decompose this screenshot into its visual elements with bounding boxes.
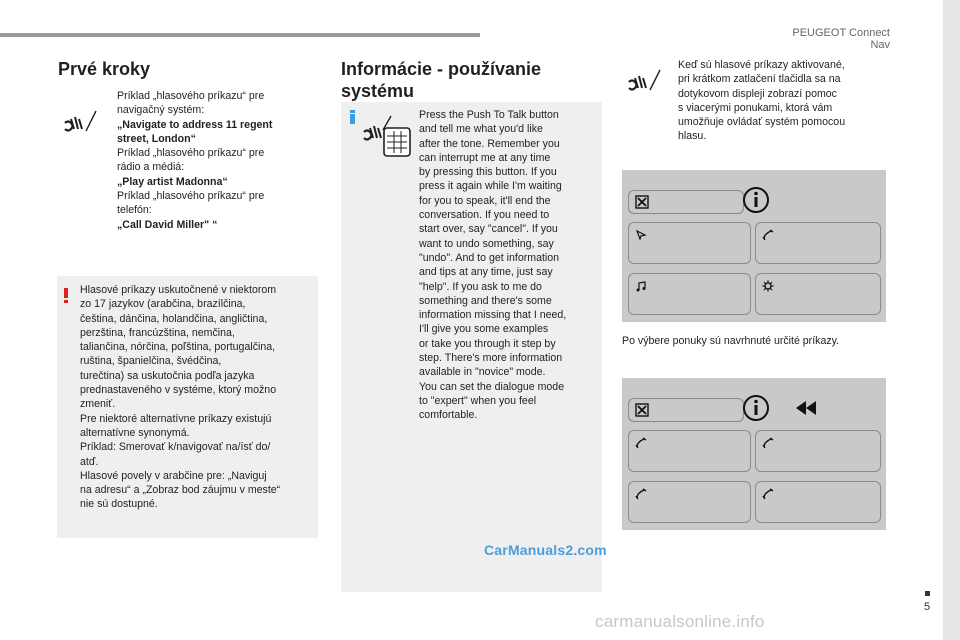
text-line: taliančina, nórčina, poľština, portugalčina, xyxy=(80,341,276,354)
phone-icon xyxy=(762,229,774,241)
text-line: rádio a médiá: xyxy=(117,161,185,174)
section-title-info-line1: Informácie - používanie xyxy=(341,59,542,79)
warning-text xyxy=(80,283,316,512)
text-line: information missing that I need, xyxy=(419,309,567,322)
section-title-info xyxy=(341,58,541,102)
running-header: PEUGEOT Connect Nav xyxy=(792,27,890,51)
settings-button[interactable] xyxy=(755,273,881,315)
phone-icon xyxy=(762,437,774,449)
text-line: dotykovom displeji zobrazí pomoc xyxy=(678,87,837,100)
text-line: telefón: xyxy=(117,204,152,217)
cancel-icon xyxy=(635,403,649,417)
text-line: something and there's some xyxy=(419,294,552,307)
text-line: navigačný systém: xyxy=(117,104,205,117)
text-line: "undo". And to get information xyxy=(419,251,560,264)
text-line: and tell me what you'd like xyxy=(419,123,543,136)
text-line: na adresu“ a „Zobraz bod záujmu v meste“ xyxy=(80,484,281,497)
text-line: „Navigate to address 11 regent xyxy=(117,118,273,131)
text-line: ruština, španielčina, švédčina, xyxy=(80,355,222,368)
cancel-button[interactable] xyxy=(628,190,744,214)
side-strip xyxy=(943,0,960,640)
navigation-button[interactable] xyxy=(628,222,751,264)
text-line: perzština, francúzština, nemčina, xyxy=(80,326,235,339)
watermark: CarManuals2.com xyxy=(484,542,607,558)
music-icon xyxy=(635,280,647,292)
activation-text xyxy=(678,58,888,144)
text-line: atď. xyxy=(80,455,99,468)
header-rule xyxy=(0,33,480,37)
help-screen-main xyxy=(622,170,886,322)
text-line: zo 17 jazykov (arabčina, brazílčina, xyxy=(80,298,246,311)
text-line: zmeniť. xyxy=(80,398,116,411)
info-icon[interactable] xyxy=(742,394,770,422)
text-line: street, London“ xyxy=(117,132,196,145)
text-line: press it again while I'm waiting xyxy=(419,180,562,193)
text-line: Press the Push To Talk button xyxy=(419,109,559,121)
text-line: "help". If you ask to me do xyxy=(419,280,542,293)
command-button-3[interactable] xyxy=(628,481,751,523)
page-bullet xyxy=(925,591,930,596)
text-line: for you to speak, it'll end the xyxy=(419,194,551,207)
phone-icon xyxy=(635,488,647,500)
text-line: or take you through it step by xyxy=(419,337,556,350)
text-line: turečtina) sa uskutočnia podľa jazyka xyxy=(80,369,255,382)
text-line: „Call David Miller" “ xyxy=(117,218,218,231)
text-line: alternatívne synonymá. xyxy=(80,426,190,439)
info-text xyxy=(419,108,599,423)
page-number: 5 xyxy=(924,601,931,613)
text-line: after the tone. Remember you xyxy=(419,137,560,150)
text-line: pri krátkom zatlačení tlačidla sa na xyxy=(678,73,841,86)
text-line: to "expert" when you feel xyxy=(419,394,537,407)
command-button-1[interactable] xyxy=(628,430,751,472)
footer-watermark: carmanualsonline.info xyxy=(595,612,765,631)
text-line: comfortable. xyxy=(419,409,478,422)
cancel-button[interactable] xyxy=(628,398,744,422)
text-line: Príklad „hlasového príkazu“ pre xyxy=(117,147,265,160)
settings-icon xyxy=(762,280,774,292)
text-line: available in "novice" mode. xyxy=(419,366,546,379)
text-line: „Play artist Madonna“ xyxy=(117,175,228,188)
text-line: čeština, dánčina, holandčina, angličtina, xyxy=(80,312,268,325)
help-screen-submenu xyxy=(622,378,886,530)
text-line: and tips at any time, just say xyxy=(419,266,553,279)
voice-command-icon xyxy=(626,66,662,94)
warning-icon xyxy=(64,288,68,302)
text-line: can interrupt me at any time xyxy=(419,151,551,164)
back-icon[interactable] xyxy=(794,398,820,418)
phone-icon xyxy=(762,488,774,500)
info-marker-icon xyxy=(350,110,355,124)
text-line: conversation. If you need to xyxy=(419,209,550,222)
text-line: umožňuje ovládať systém pomocou xyxy=(678,116,846,129)
text-line: want to undo something, say xyxy=(419,237,554,250)
text-line: Príklad: Smerovať k/navigovať na/ísť do/ xyxy=(80,441,271,454)
text-line: Hlasové povely v arabčine pre: „Naviguj xyxy=(80,469,267,482)
text-line: start over, say "cancel". If you xyxy=(419,223,558,236)
caption: Po výbere ponuky sú navrhnuté určité príkazy. xyxy=(622,335,840,347)
voice-examples xyxy=(117,89,317,232)
cancel-icon xyxy=(635,195,649,209)
text-line: I'll give you some examples xyxy=(419,323,549,336)
text-line: prednastaveného v systéme, ktorý možno xyxy=(80,384,277,397)
phone-button[interactable] xyxy=(755,222,881,264)
text-line: Príklad „hlasového príkazu“ pre xyxy=(117,190,265,203)
media-button[interactable] xyxy=(628,273,751,315)
voice-command-icon xyxy=(62,107,98,135)
text-line: Keď sú hlasové príkazy aktivované, xyxy=(678,59,845,71)
navigation-icon xyxy=(635,229,647,241)
text-line: hlasu. xyxy=(678,130,707,143)
text-line: Hlasové príkazy uskutočnené v niektorom xyxy=(80,284,277,296)
text-line: nie sú dostupné. xyxy=(80,498,158,511)
phone-icon xyxy=(635,437,647,449)
voice-command-icon xyxy=(362,114,412,158)
text-line: s viacerými ponukami, ktorá vám xyxy=(678,101,833,114)
text-line: by pressing this button. If you xyxy=(419,166,557,179)
text-line: You can set the dialogue mode xyxy=(419,380,565,393)
info-icon[interactable] xyxy=(742,186,770,214)
text-line: Pre niektoré alternatívne príkazy existujú xyxy=(80,412,272,425)
command-button-2[interactable] xyxy=(755,430,881,472)
text-line: Príklad „hlasového príkazu“ pre xyxy=(117,90,265,102)
section-title-info-line2: systému xyxy=(341,81,415,101)
section-title-first-steps: Prvé kroky xyxy=(58,59,151,79)
command-button-4[interactable] xyxy=(755,481,881,523)
text-line: step. There's more information xyxy=(419,352,563,365)
